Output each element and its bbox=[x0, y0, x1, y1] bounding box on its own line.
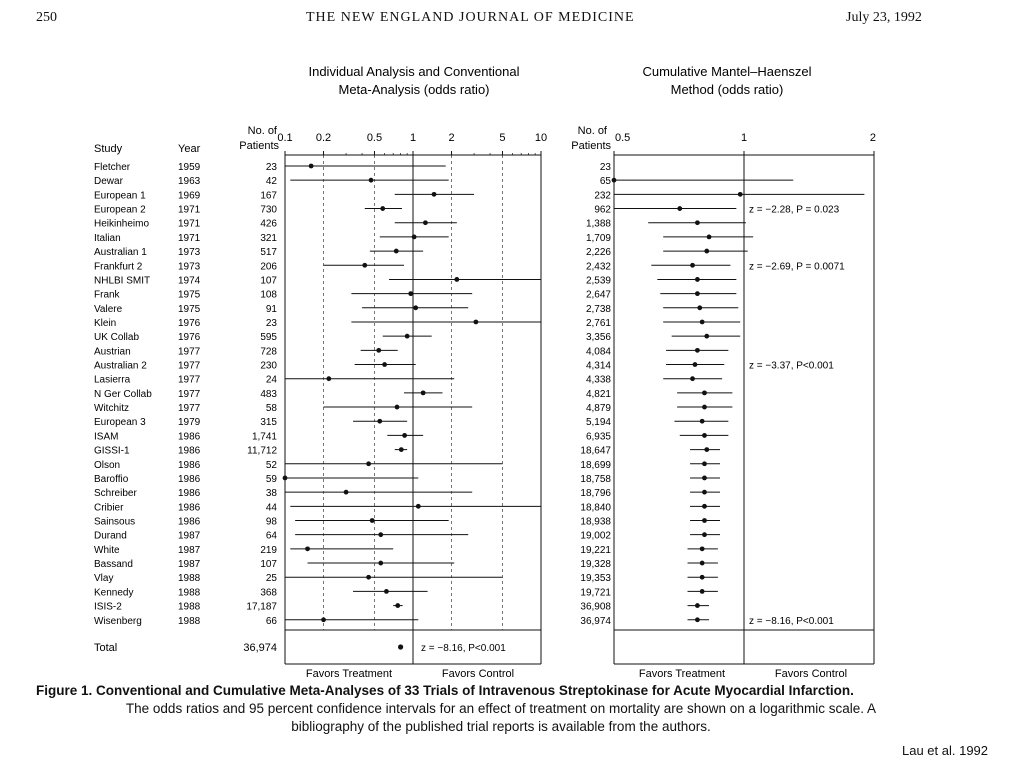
study-year: 1988 bbox=[178, 601, 201, 613]
cumulative-patients: 36,974 bbox=[580, 615, 611, 627]
cumulative-patients: 4,084 bbox=[585, 346, 611, 358]
study-patients: 107 bbox=[260, 559, 277, 571]
study-point bbox=[416, 504, 421, 509]
study-patients: 11,712 bbox=[247, 445, 277, 457]
study-year: 1976 bbox=[178, 332, 201, 344]
cumulative-patients: 3,356 bbox=[585, 332, 611, 344]
study-name: Durand bbox=[94, 530, 127, 542]
study-point bbox=[395, 603, 400, 608]
study-name: Vlay bbox=[94, 573, 114, 585]
study-point bbox=[399, 447, 404, 452]
cumulative-point bbox=[702, 405, 707, 410]
caption-line-2: The odds ratios and 95 percent confidence intervals for an effect of treatment on mortality are shown on a logarithmic scale. A bbox=[125, 701, 877, 716]
cumulative-point bbox=[700, 589, 705, 594]
cumulative-patients: 6,935 bbox=[585, 431, 611, 443]
cumulative-point bbox=[704, 334, 709, 339]
right-title-line1: Cumulative Mantel–Haenszel bbox=[642, 64, 812, 79]
study-name: Australian 2 bbox=[94, 360, 147, 372]
cumulative-point bbox=[702, 433, 707, 438]
study-point bbox=[321, 617, 326, 622]
study-name: Olson bbox=[94, 459, 121, 471]
left-tick-label: 5 bbox=[499, 132, 506, 144]
figure-caption bbox=[36, 682, 966, 736]
study-patients: 58 bbox=[265, 403, 277, 415]
study-year: 1969 bbox=[178, 190, 201, 202]
study-name: Schreiber bbox=[94, 488, 137, 500]
study-name: GISSI-1 bbox=[94, 445, 130, 457]
study-year: 1977 bbox=[178, 403, 201, 415]
study-patients: 206 bbox=[260, 261, 277, 273]
study-point bbox=[377, 419, 382, 424]
study-name: Australian 1 bbox=[94, 247, 147, 259]
cumulative-z-annotation: z = −2.28, P = 0.023 bbox=[749, 204, 840, 216]
cumulative-patients: 18,647 bbox=[580, 445, 611, 457]
cumulative-point bbox=[704, 447, 709, 452]
right-favors-control: Favors Control bbox=[774, 668, 848, 680]
caption-line-3: bibliography of the published trial reports is available from the authors. bbox=[291, 719, 711, 734]
study-name: Italian bbox=[94, 232, 121, 244]
cumulative-patients: 4,314 bbox=[585, 360, 611, 372]
cumulative-patients: 65 bbox=[599, 176, 611, 188]
cumulative-patients: 4,821 bbox=[585, 388, 611, 400]
study-patients: 42 bbox=[265, 176, 277, 188]
study-name: European 1 bbox=[94, 190, 146, 202]
right-favors-treatment: Favors Treatment bbox=[638, 668, 726, 680]
study-year: 1974 bbox=[178, 275, 201, 287]
study-year: 1988 bbox=[178, 573, 201, 585]
total-patients: 36,974 bbox=[243, 642, 277, 654]
study-name: Wisenberg bbox=[94, 615, 142, 627]
study-year: 1977 bbox=[178, 346, 201, 358]
cumulative-point bbox=[690, 263, 695, 268]
cumulative-point bbox=[738, 192, 743, 197]
study-name: Heikinheimo bbox=[94, 218, 150, 230]
study-year: 1988 bbox=[178, 587, 201, 599]
col-header-year: Year bbox=[178, 143, 201, 155]
study-name: Witchitz bbox=[94, 403, 129, 415]
cumulative-point bbox=[700, 320, 705, 325]
cumulative-patients: 18,938 bbox=[580, 516, 611, 528]
study-patients: 64 bbox=[265, 530, 277, 542]
col-header-study: Study bbox=[94, 143, 123, 155]
cumulative-point bbox=[702, 390, 707, 395]
cumulative-point bbox=[700, 546, 705, 551]
study-point bbox=[473, 320, 478, 325]
study-point bbox=[362, 263, 367, 268]
cumulative-patients: 19,721 bbox=[580, 587, 611, 599]
study-year: 1976 bbox=[178, 317, 201, 329]
cumulative-patients: 19,002 bbox=[580, 530, 611, 542]
study-patients: 728 bbox=[260, 346, 277, 358]
study-name: European 2 bbox=[94, 204, 146, 216]
cumulative-point bbox=[700, 419, 705, 424]
study-point bbox=[376, 348, 381, 353]
study-year: 1963 bbox=[178, 176, 201, 188]
cumulative-point bbox=[697, 305, 702, 310]
study-point bbox=[344, 490, 349, 495]
col-header-patients-2: Patients bbox=[239, 140, 279, 152]
cumulative-point bbox=[702, 461, 707, 466]
study-year: 1971 bbox=[178, 204, 201, 216]
study-year: 1979 bbox=[178, 417, 201, 429]
total-z-text: z = −8.16, P<0.001 bbox=[421, 643, 506, 654]
cumulative-patients: 2,539 bbox=[585, 275, 611, 287]
cumulative-point bbox=[695, 348, 700, 353]
study-name: European 3 bbox=[94, 417, 146, 429]
study-point bbox=[378, 532, 383, 537]
page-number: 250 bbox=[36, 10, 57, 25]
cumulative-point bbox=[702, 532, 707, 537]
study-point bbox=[384, 589, 389, 594]
study-year: 1986 bbox=[178, 459, 201, 471]
cumulative-point bbox=[695, 291, 700, 296]
cumulative-patients: 962 bbox=[594, 204, 611, 216]
study-year: 1973 bbox=[178, 261, 201, 273]
cumulative-point bbox=[702, 504, 707, 509]
cumulative-patients: 2,647 bbox=[585, 289, 611, 301]
study-name: White bbox=[94, 544, 120, 556]
study-name: Sainsous bbox=[94, 516, 136, 528]
study-name: Fletcher bbox=[94, 162, 131, 173]
cumulative-patients: 18,758 bbox=[580, 473, 611, 485]
study-year: 1975 bbox=[178, 289, 201, 301]
study-patients: 38 bbox=[265, 488, 277, 500]
left-tick-label: 0.5 bbox=[366, 132, 383, 144]
cumulative-patients: 18,840 bbox=[580, 502, 611, 514]
cumulative-point bbox=[690, 376, 695, 381]
cumulative-point bbox=[693, 362, 698, 367]
cumulative-point bbox=[702, 490, 707, 495]
study-patients: 24 bbox=[265, 374, 277, 386]
study-year: 1959 bbox=[178, 162, 201, 173]
study-patients: 17,187 bbox=[246, 601, 277, 613]
study-point bbox=[380, 206, 385, 211]
cumulative-patients: 23 bbox=[599, 162, 611, 173]
study-patients: 23 bbox=[265, 162, 277, 173]
cumulative-point bbox=[695, 277, 700, 282]
cumulative-point bbox=[695, 603, 700, 608]
study-year: 1977 bbox=[178, 360, 201, 372]
cumulative-patients: 19,353 bbox=[580, 573, 611, 585]
study-name: ISIS-2 bbox=[94, 601, 122, 613]
study-patients: 25 bbox=[265, 573, 277, 585]
study-point bbox=[326, 376, 331, 381]
study-name: Klein bbox=[94, 317, 117, 329]
study-patients: 426 bbox=[260, 218, 277, 230]
study-year: 1987 bbox=[178, 530, 201, 542]
cumulative-point bbox=[704, 249, 709, 254]
total-point bbox=[398, 644, 403, 649]
study-point bbox=[408, 291, 413, 296]
journal-name: THE NEW ENGLAND JOURNAL OF MEDICINE bbox=[306, 10, 635, 25]
cumulative-z-annotation: z = −2.69, P = 0.0071 bbox=[749, 261, 845, 273]
study-year: 1986 bbox=[178, 488, 201, 500]
study-name: N Ger Collab bbox=[94, 388, 152, 400]
left-tick-label: 10 bbox=[534, 132, 548, 144]
cumulative-patients: 4,338 bbox=[585, 374, 611, 386]
study-point bbox=[370, 518, 375, 523]
right-title-line2: Method (odds ratio) bbox=[670, 82, 784, 97]
right-col-header-patients-1: No. of bbox=[577, 125, 607, 137]
cumulative-patients: 19,221 bbox=[580, 544, 611, 556]
study-year: 1986 bbox=[178, 516, 201, 528]
study-name: NHLBI SMIT bbox=[94, 275, 151, 287]
right-tick-label: 2 bbox=[869, 132, 876, 144]
study-point bbox=[395, 405, 400, 410]
study-patients: 483 bbox=[260, 388, 277, 400]
study-year: 1986 bbox=[178, 473, 201, 485]
cumulative-patients: 18,796 bbox=[580, 488, 611, 500]
study-year: 1975 bbox=[178, 303, 201, 315]
study-name: Kennedy bbox=[94, 587, 134, 599]
cumulative-patients: 36,908 bbox=[580, 601, 611, 613]
issue-date: July 23, 1992 bbox=[846, 10, 922, 25]
study-patients: 66 bbox=[265, 615, 277, 627]
study-name: Valere bbox=[94, 303, 123, 315]
cumulative-patients: 2,738 bbox=[585, 303, 611, 315]
cumulative-point bbox=[695, 617, 700, 622]
study-point bbox=[366, 575, 371, 580]
cumulative-point bbox=[695, 220, 700, 225]
study-patients: 52 bbox=[265, 459, 277, 471]
study-year: 1986 bbox=[178, 431, 201, 443]
study-year: 1987 bbox=[178, 544, 201, 556]
study-point bbox=[283, 476, 288, 481]
study-name: ISAM bbox=[94, 431, 119, 443]
study-patients: 368 bbox=[260, 587, 277, 599]
cumulative-point bbox=[700, 561, 705, 566]
study-patients: 219 bbox=[260, 544, 277, 556]
right-col-header-patients-2: Patients bbox=[571, 140, 611, 152]
cumulative-point bbox=[677, 206, 682, 211]
study-patients: 107 bbox=[260, 275, 277, 287]
study-patients: 230 bbox=[260, 360, 277, 372]
study-point bbox=[378, 561, 383, 566]
citation-credit: Lau et al. 1992 bbox=[902, 743, 989, 758]
cumulative-patients: 1,709 bbox=[585, 232, 611, 244]
study-year: 1977 bbox=[178, 388, 201, 400]
study-point bbox=[402, 433, 407, 438]
study-name: Frank bbox=[94, 289, 120, 301]
study-point bbox=[366, 461, 371, 466]
study-name: Cribier bbox=[94, 502, 124, 514]
study-year: 1971 bbox=[178, 232, 201, 244]
study-name: Lasierra bbox=[94, 374, 131, 386]
study-point bbox=[421, 390, 426, 395]
study-patients: 44 bbox=[265, 502, 277, 514]
study-point bbox=[432, 192, 437, 197]
study-name: Bassand bbox=[94, 559, 133, 571]
study-point bbox=[413, 305, 418, 310]
cumulative-point bbox=[700, 575, 705, 580]
study-point bbox=[454, 277, 459, 282]
left-favors-treatment: Favors Treatment bbox=[305, 668, 393, 680]
study-patients: 315 bbox=[260, 417, 277, 429]
study-patients: 91 bbox=[265, 303, 277, 315]
study-name: Frankfurt 2 bbox=[94, 261, 143, 273]
left-tick-label: 0.2 bbox=[315, 132, 332, 144]
study-point bbox=[382, 362, 387, 367]
cumulative-patients: 232 bbox=[594, 190, 611, 202]
cumulative-patients: 4,879 bbox=[585, 403, 611, 415]
left-tick-label: 1 bbox=[409, 132, 417, 144]
study-point bbox=[369, 178, 374, 183]
study-year: 1988 bbox=[178, 615, 201, 627]
cumulative-patients: 2,432 bbox=[585, 261, 611, 273]
col-header-patients-1: No. of bbox=[247, 125, 277, 137]
study-year: 1971 bbox=[178, 218, 201, 230]
cumulative-patients: 2,226 bbox=[585, 247, 611, 259]
left-tick-label: 2 bbox=[448, 132, 455, 144]
study-patients: 59 bbox=[265, 473, 277, 485]
study-patients: 167 bbox=[260, 190, 277, 202]
study-name: Austrian bbox=[94, 346, 131, 358]
study-name: UK Collab bbox=[94, 332, 140, 344]
cumulative-patients: 5,194 bbox=[585, 417, 611, 429]
cumulative-point bbox=[707, 235, 712, 240]
study-point bbox=[405, 334, 410, 339]
study-point bbox=[423, 220, 428, 225]
study-name: Dewar bbox=[94, 176, 123, 188]
cumulative-patients: 2,761 bbox=[585, 317, 611, 329]
study-name: Baroffio bbox=[94, 473, 129, 485]
study-patients: 1,741 bbox=[251, 431, 277, 443]
study-patients: 595 bbox=[260, 332, 277, 344]
left-tick-label: 0.1 bbox=[277, 132, 293, 144]
cumulative-point bbox=[612, 178, 617, 183]
cumulative-patients: 19,328 bbox=[580, 559, 611, 571]
study-year: 1973 bbox=[178, 247, 201, 259]
study-point bbox=[412, 235, 417, 240]
left-title-line1: Individual Analysis and Conventional bbox=[308, 64, 520, 79]
study-year: 1977 bbox=[178, 374, 201, 386]
study-point bbox=[394, 249, 399, 254]
study-patients: 321 bbox=[260, 232, 277, 244]
study-patients: 98 bbox=[265, 516, 277, 528]
cumulative-point bbox=[702, 476, 707, 481]
study-year: 1987 bbox=[178, 559, 201, 571]
caption-title: Figure 1. Conventional and Cumulative Meta-Analyses of 33 Trials of Intravenous Streptokinase for Acute Myocardial Infarction. bbox=[36, 683, 854, 698]
cumulative-patients: 1,388 bbox=[585, 218, 611, 230]
cumulative-point bbox=[702, 518, 707, 523]
study-year: 1986 bbox=[178, 445, 201, 457]
study-patients: 517 bbox=[260, 247, 277, 259]
cumulative-z-annotation: z = −8.16, P<0.001 bbox=[749, 615, 834, 627]
cumulative-z-annotation: z = −3.37, P<0.001 bbox=[749, 360, 834, 372]
total-label: Total bbox=[94, 642, 118, 654]
study-point bbox=[309, 164, 314, 169]
cumulative-patients: 18,699 bbox=[580, 459, 611, 471]
left-title-line2: Meta-Analysis (odds ratio) bbox=[338, 82, 490, 97]
left-favors-control: Favors Control bbox=[441, 668, 515, 680]
right-tick-label: 0.5 bbox=[615, 132, 631, 144]
study-point bbox=[305, 546, 310, 551]
right-tick-label: 1 bbox=[740, 132, 748, 144]
study-patients: 730 bbox=[260, 204, 277, 216]
study-patients: 108 bbox=[260, 289, 277, 301]
study-patients: 23 bbox=[265, 317, 277, 329]
study-year: 1986 bbox=[178, 502, 201, 514]
